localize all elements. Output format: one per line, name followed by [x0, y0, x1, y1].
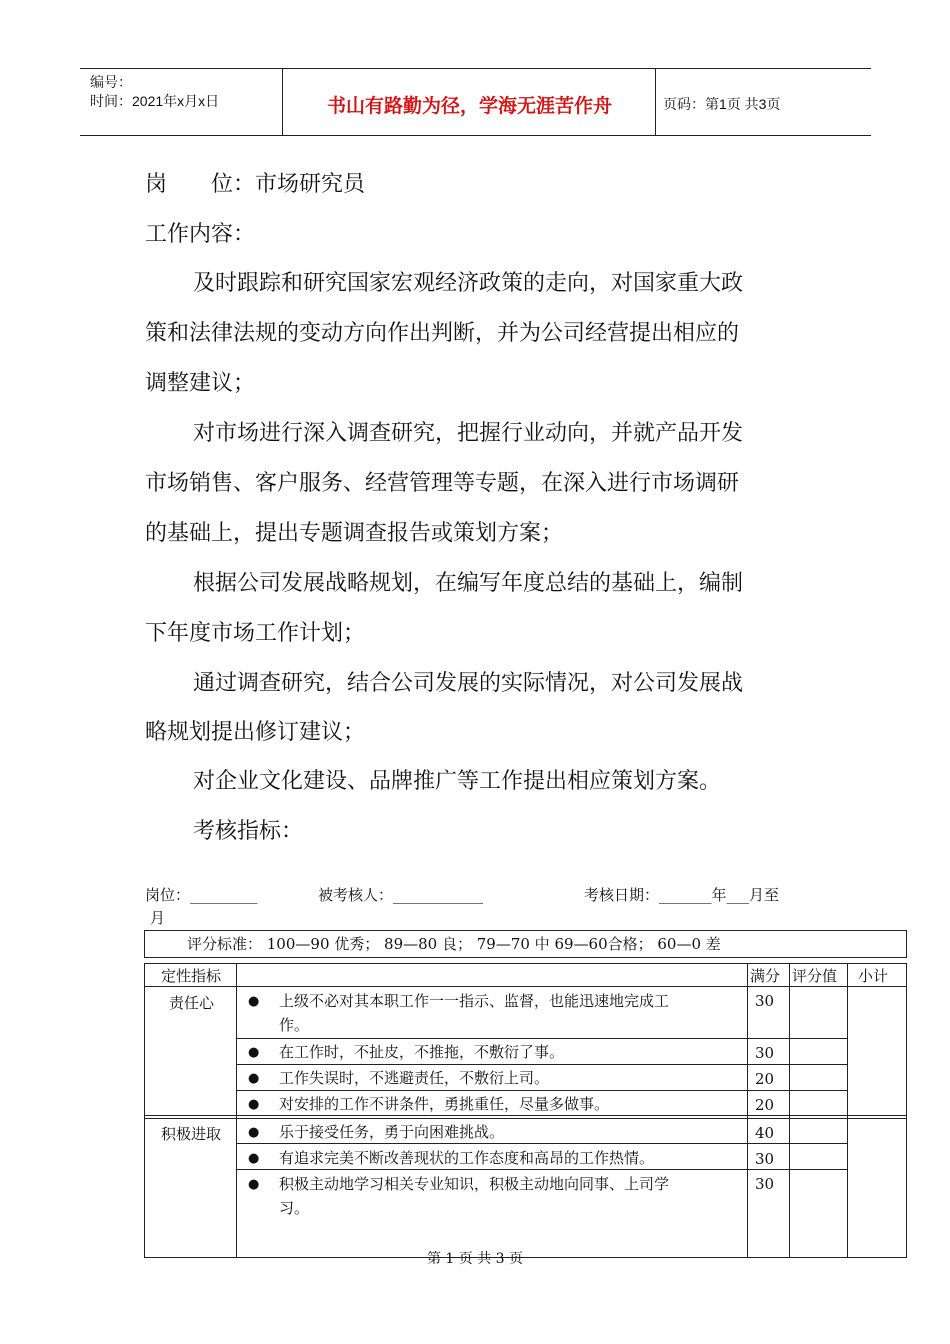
work-content-label: 工作内容： [145, 222, 256, 247]
header-full: 满分 [750, 967, 781, 985]
group-name: 积极进取 [161, 1125, 222, 1143]
number-label: 编号： [90, 74, 132, 90]
form-date: 考核日期：_______年___月至 [584, 886, 780, 904]
group-name: 责任心 [169, 994, 215, 1012]
item-full: 30 [755, 1175, 775, 1193]
paragraph-line: 调整建议； [145, 371, 256, 396]
form-month: 月 [150, 909, 166, 927]
bullet-icon: ● [248, 1071, 260, 1086]
bullet-icon: ● [248, 1045, 260, 1060]
paragraph-line: 对企业文化建设、品牌推广等工作提出相应策划方案。 [193, 769, 722, 794]
standard-row [144, 930, 907, 958]
bullet-icon: ● [248, 1151, 260, 1166]
bullet-icon: ● [248, 1125, 260, 1140]
item-full: 20 [755, 1070, 775, 1088]
item-full: 20 [755, 1096, 775, 1114]
paragraph-line: 策和法律法规的变动方向作出判断，并为公司经营提出相应的 [145, 321, 740, 346]
item-text: 在工作时，不扯皮，不推拖，不敷衍了事。 [279, 1043, 565, 1061]
paragraph-line: 略规划提出修订建议； [145, 720, 366, 745]
page-footer: 第 1 页 共 3 页 [426, 1251, 524, 1267]
item-full: 30 [755, 1044, 775, 1062]
table-grid [144, 963, 907, 1258]
form-assessee: 被考核人：____________ [318, 886, 484, 904]
paragraph-line: 对市场进行深入调查研究，把握行业动向，并就产品开发 [193, 421, 744, 446]
item-full: 30 [755, 992, 775, 1010]
scoring-standard: 评分标准： 100—90 优秀； 89—80 良； 79—70 中 69—60合格； 60—0 差 [187, 935, 721, 953]
item-text: 作。 [279, 1016, 310, 1034]
assessment-label: 考核指标： [193, 819, 304, 844]
item-text: 上级不必对其本职工作一一指示、监督，也能迅速地完成工 [279, 992, 670, 1010]
header-subtotal: 小计 [858, 967, 889, 985]
paragraph-line: 及时跟踪和研究国家宏观经济政策的走向，对国家重大政 [193, 271, 744, 296]
paragraph-line: 市场销售、客户服务、经营管理等专题，在深入进行市场调研 [145, 471, 740, 496]
item-text: 积极主动地学习相关专业知识，积极主动地向同事、上司学 [279, 1175, 670, 1193]
paragraph-line: 通过调查研究，结合公司发展的实际情况，对公司发展战 [193, 671, 744, 696]
header-motto: 书山有路勤为径，学海无涯苦作舟 [326, 95, 612, 117]
item-text: 工作失误时，不逃避责任，不敷衍上司。 [279, 1069, 550, 1087]
item-full: 40 [755, 1124, 775, 1142]
bullet-icon: ● [248, 994, 260, 1009]
item-text: 乐于接受任务，勇于向困难挑战。 [279, 1123, 505, 1141]
header-indicator: 定性指标 [161, 967, 222, 985]
bullet-icon: ● [248, 1177, 260, 1192]
item-text: 对安排的工作不讲条件，勇挑重任，尽量多做事。 [279, 1095, 610, 1113]
form-position: 岗位：_________ [145, 886, 258, 904]
header-page-info: 页码：第1页 共3页 [663, 96, 781, 112]
bullet-icon: ● [248, 1097, 260, 1112]
item-full: 30 [755, 1150, 775, 1168]
header-left [90, 73, 219, 111]
time-line: 时间：2021年x月x日 [90, 93, 220, 109]
position-line: 岗 位：市场研究员 [145, 172, 366, 197]
paragraph-line: 的基础上，提出专题调查报告或策划方案； [145, 521, 564, 546]
item-text: 有追求完美不断改善现状的工作态度和高昂的工作热情。 [279, 1149, 655, 1167]
header-score: 评分值 [792, 967, 838, 985]
paragraph-line: 根据公司发展战略规划，在编写年度总结的基础上，编制 [193, 571, 744, 596]
page-header [80, 68, 871, 136]
paragraph-line: 下年度市场工作计划； [145, 621, 366, 646]
item-text: 习。 [279, 1199, 310, 1217]
